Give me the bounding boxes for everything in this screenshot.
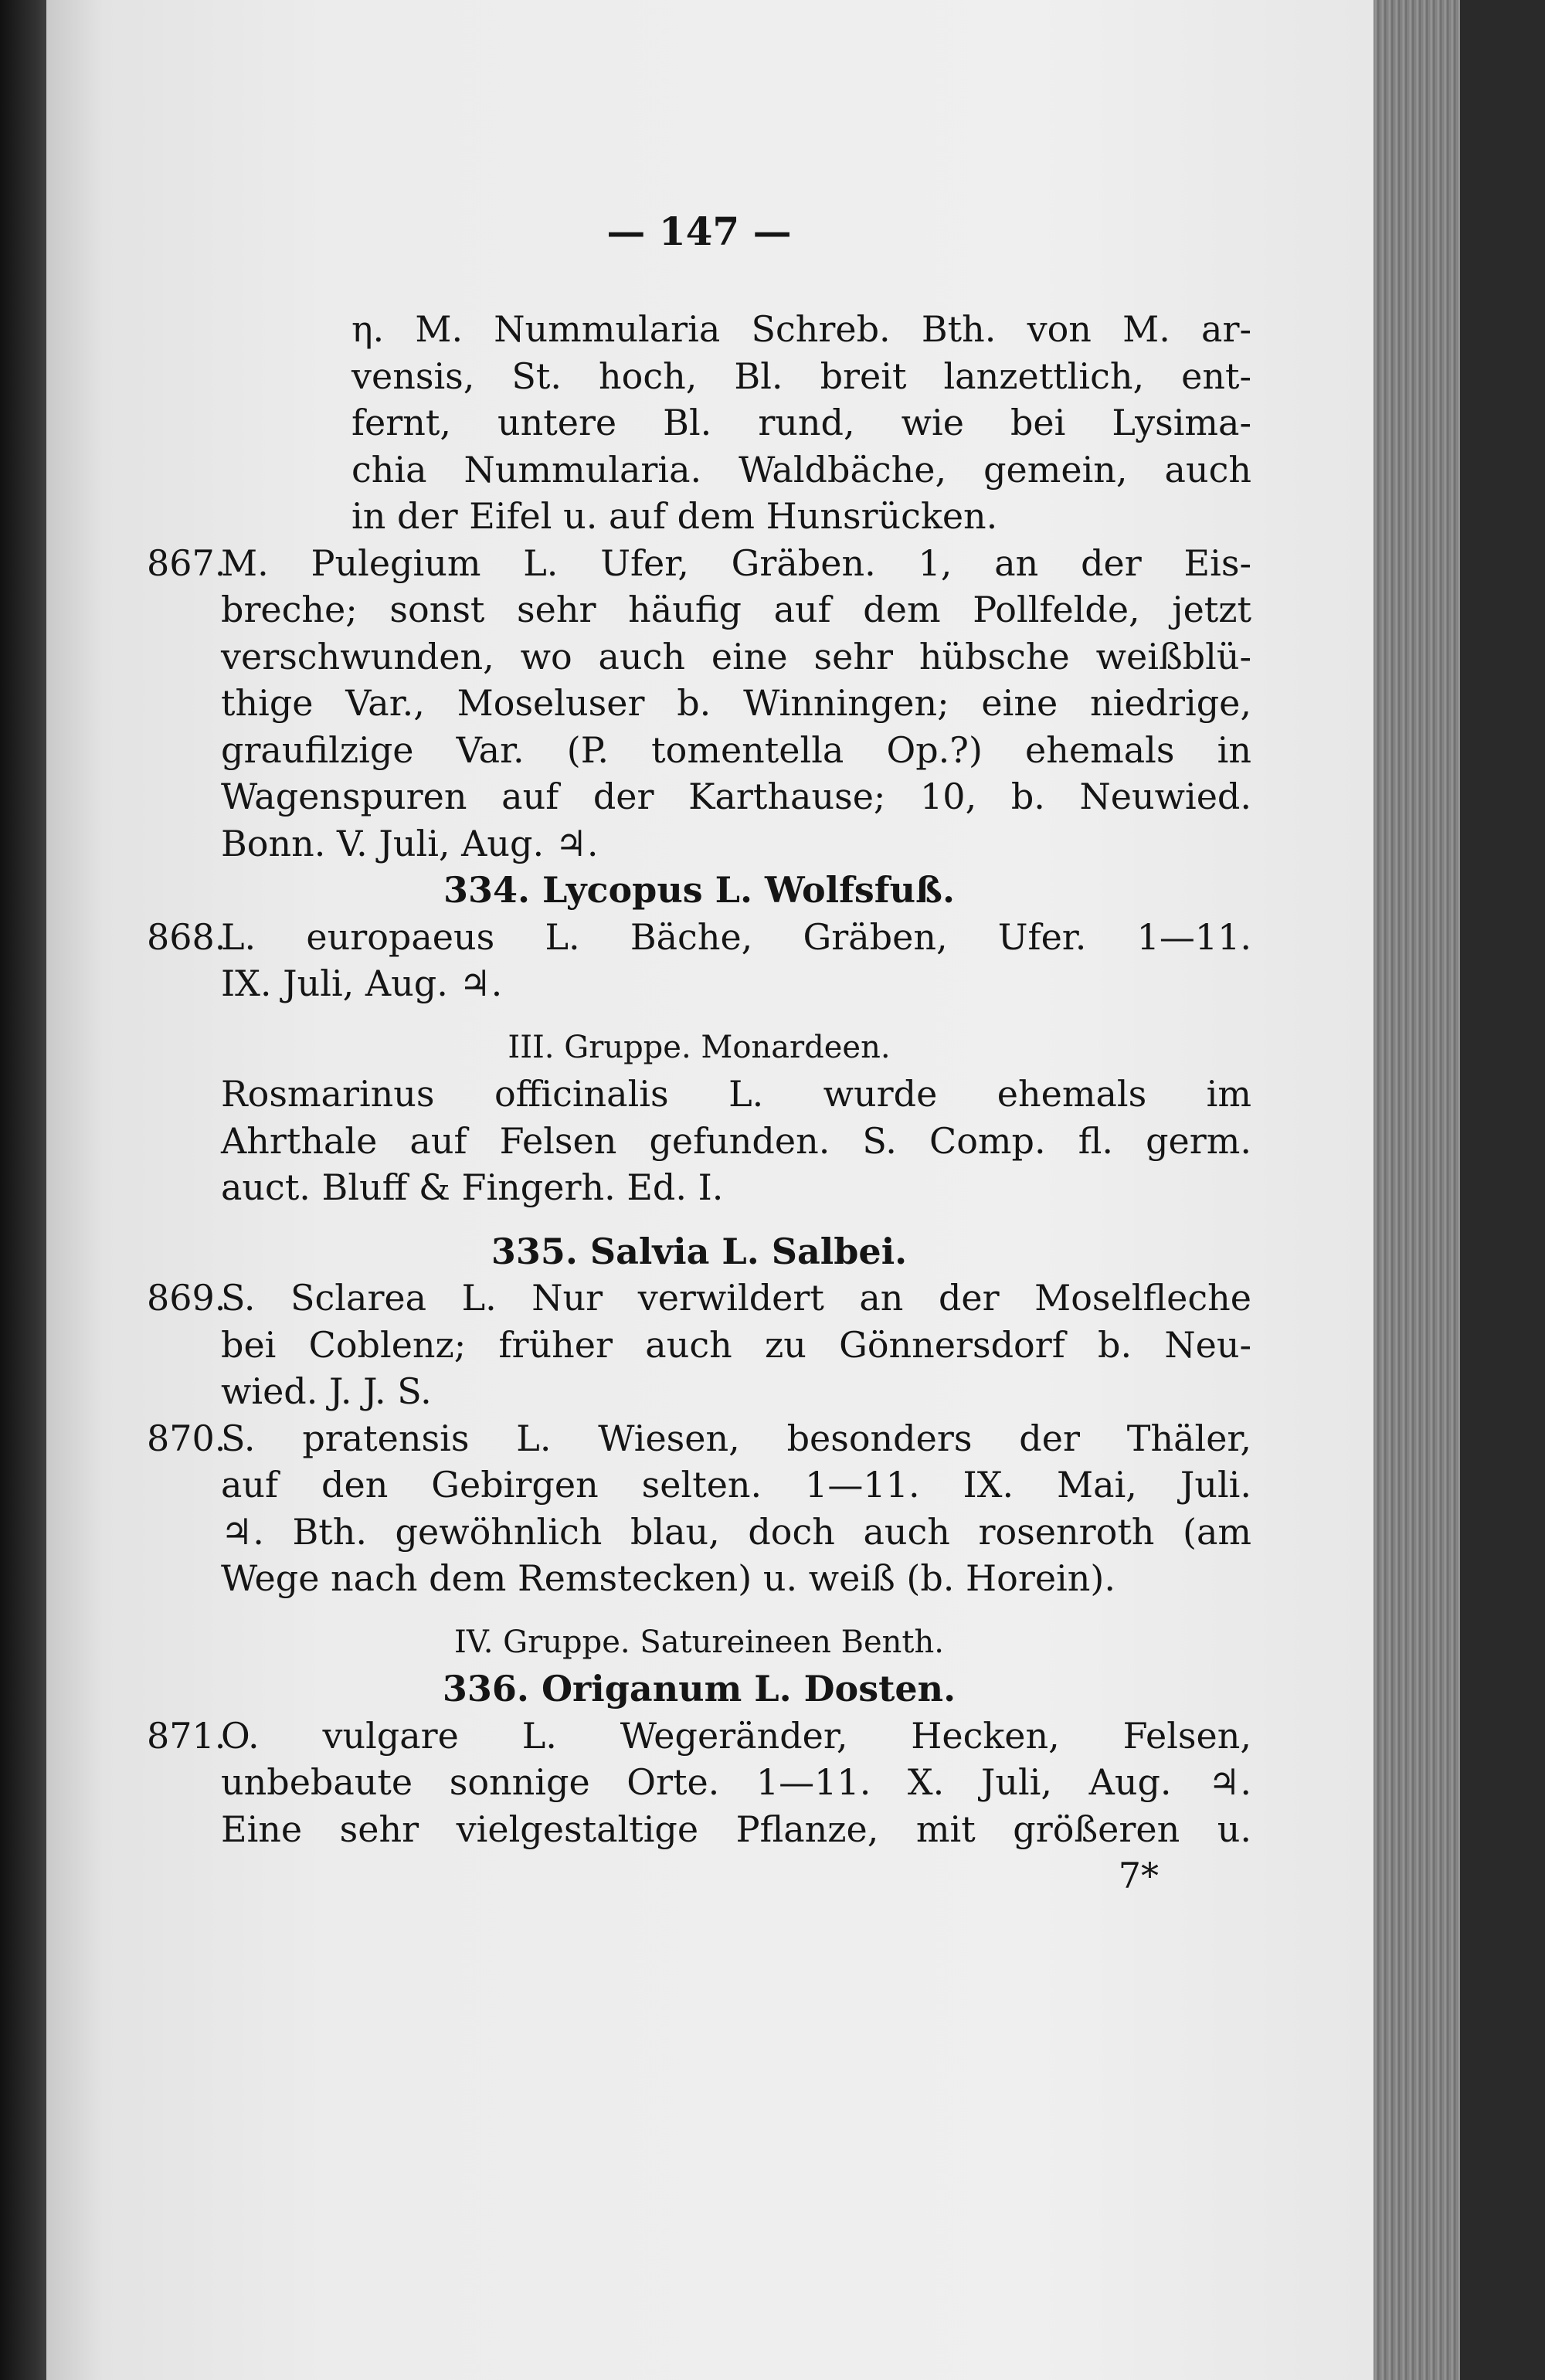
text-line: ♃. Bth. gewöhnlich blau, doch auch rosenroth (am: [221, 1510, 1251, 1553]
text-line: bei Coblenz; früher auch zu Gönnersdorf b. Neu-: [221, 1323, 1251, 1366]
entry-number: 870.: [147, 1417, 226, 1459]
text-line: [147, 1275, 1251, 1322]
text-line: breche; sonst sehr häufig auf dem Pollfelde, jetzt: [221, 589, 1251, 630]
text-line: η. M. Nummularia Schreb. Bth. von M. ar-: [351, 308, 1251, 350]
page-header: — 147 —: [606, 209, 792, 254]
text-line: in der Eifel u. auf dem Hunsrücken.: [351, 495, 998, 537]
text-line: unbebaute sonnige Orte. 1—11. X. Juli, Aug. ♃.: [221, 1761, 1251, 1803]
entry-870: [147, 1415, 1251, 1602]
text-line: Rosmarinus officinalis L. wurde ehemals im: [221, 1073, 1251, 1115]
group-heading-satureineen: IV. Gruppe. Satureineen Benth.: [454, 1624, 944, 1660]
entry-text: O. vulgare L. Wegeränder, Hecken, Felsen,: [221, 1714, 1251, 1757]
entry-867: [147, 540, 1251, 867]
entry-text: L. europaeus L. Bäche, Gräben, Ufer. 1—11.: [221, 915, 1251, 958]
text-line: Eine sehr vielgestaltige Pflanze, mit größeren u.: [221, 1808, 1251, 1850]
text-line: IX. Juli, Aug. ♃.: [221, 963, 503, 1004]
text-line: Bonn. V. Juli, Aug. ♃.: [221, 822, 599, 864]
entry-868: [147, 914, 1251, 1007]
entry-number: 871.: [147, 1714, 226, 1757]
text-line: auf den Gebirgen selten. 1—11. IX. Mai, Juli.: [221, 1464, 1251, 1506]
genus-heading-lycopus: 334. Lycopus L. Wolfsfuß.: [443, 869, 955, 911]
genus-heading-salvia: 335. Salvia L. Salbei.: [491, 1230, 908, 1272]
genus-heading-origanum: 336. Origanum L. Dosten.: [442, 1668, 956, 1709]
text-line: graufilzige Var. (P. tomentella Op.?) ehemals in: [221, 728, 1251, 771]
text-line: chia Nummularia. Waldbäche, gemein, auch: [351, 448, 1251, 491]
text-line: [147, 1713, 1251, 1760]
text-line: auct. Bluff & Fingerh. Ed. I.: [221, 1166, 724, 1208]
text-line: verschwunden, wo auch eine sehr hübsche weißblü-: [221, 635, 1251, 677]
entry-text: S. Sclarea L. Nur verwildert an der Moselfleche: [221, 1277, 1251, 1319]
group-heading-monardeen: III. Gruppe. Monardeen.: [508, 1029, 891, 1065]
page-text: [147, 209, 1251, 1900]
text-line: wied. J. J. S.: [221, 1370, 432, 1412]
text-line: Ahrthale auf Felsen gefunden. S. Comp. fl. germ.: [221, 1119, 1251, 1162]
text-line: [147, 1415, 1251, 1462]
text-line: Wagenspuren auf der Karthause; 10, b. Neuwied.: [221, 776, 1251, 817]
text-line: thige Var., Moseluser b. Winningen; eine niedrige,: [221, 682, 1251, 724]
text-line: Wege nach dem Remstecken) u. weiß (b. Horein).: [221, 1557, 1115, 1599]
entry-number: 868.: [147, 915, 226, 958]
entry-number: 867.: [147, 542, 226, 584]
text-line: [147, 914, 1251, 961]
entry-869: [147, 1275, 1251, 1415]
entry-871: [147, 1713, 1251, 1853]
text-line: vensis, St. hoch, Bl. breit lanzettlich, ent-: [351, 355, 1251, 397]
sub-entry-eta: [147, 306, 1251, 540]
entry-number: 869.: [147, 1277, 226, 1319]
note-rosmarinus: [147, 1071, 1251, 1211]
entry-text: M. Pulegium L. Ufer, Gräben. 1, an der Eis-: [221, 542, 1251, 584]
text-line: fernt, untere Bl. rund, wie bei Lysima-: [351, 402, 1251, 443]
text-line: [147, 540, 1251, 587]
signature-mark: 7*: [1118, 1855, 1159, 1896]
entry-text: S. pratensis L. Wiesen, besonders der Thäler,: [221, 1417, 1251, 1459]
page-edges: [1374, 0, 1460, 2380]
